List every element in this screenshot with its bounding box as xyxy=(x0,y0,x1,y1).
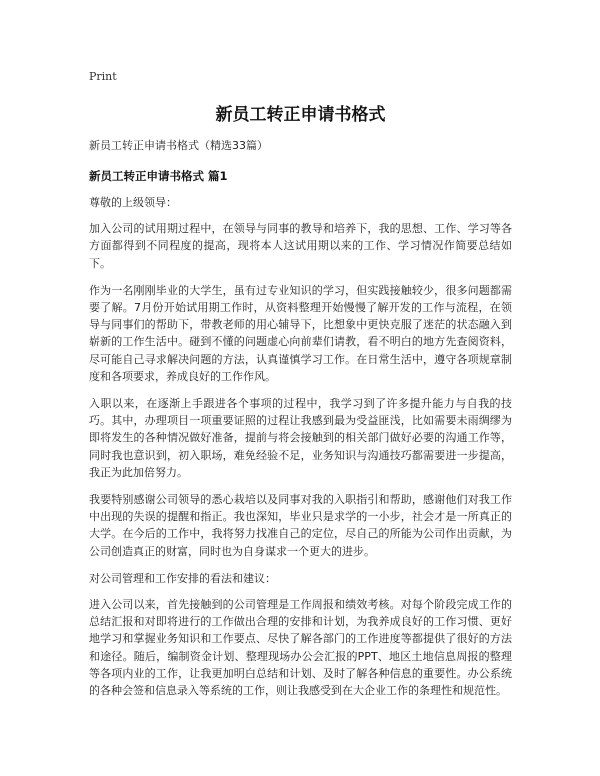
paragraph-4: 我要特别感谢公司领导的悉心栽培以及同事对我的入职指引和帮助，感谢他们对我工作中出现的失误的提醒和指正。我也深知，毕业只是求学的一小步，社会才是一所真正的大学。在今后的工作中，我将努力找准自己的定位，尽自己的所能为公司作出贡献，为公司创造真正的财富，同时也为自身谋求一个更大的进步。 xyxy=(89,493,512,558)
paragraph-6: 进入公司以来，首先接触到的公司管理是工作周报和绩效考核。对每个阶段完成工作的总结汇报和对即将进行的工作做出合理的安排和计划，为我养成良好的工作习惯、更好地学习和掌握业务知识和工作要点、尽快了解各部门的工作进度等都提供了很好的方法和途径。随后，编制资金计划、整理现场办公会汇报的PPT、地区土地信息周报的整理等各项内业的工作，让我更加明白总结和计划、及时了解各种信息的重要性。办公系统的各种会签和信息录入等系统的工作，则让我感受到在大企业工作的条理性和规范性。 xyxy=(89,598,512,698)
paragraph-1: 加入公司的试用期过程中，在领导与同事的教导和培养下，我的思想、工作、学习等各方面都得到不同程度的提高，现将本人这试用期以来的工作、学习情况作简要总结如下。 xyxy=(89,222,512,270)
section-heading: 新员工转正申请书格式 篇1 xyxy=(89,169,228,183)
paragraph-3: 入职以来，在逐渐上手跟进各个事项的过程中，我学习到了许多提升能力与自我的技巧。其中，办理项目一项重要证照的过程让我感到最为受益匪浅，比如需要未雨绸缪为即将发生的各种情况做好准备，提前与将会接触到的相关部门做好必要的沟通工作等，同时我也意识到，初入职场，难免经验不足，业务知识与沟通技巧都需要进一步提高，我正为此加倍努力。 xyxy=(89,397,512,479)
paragraph-2: 作为一名刚刚毕业的大学生，虽有过专业知识的学习，但实践接触较少，很多问题都需要了解。7月份开始试用期工作时，从资料整理开始慢慢了解开发的工作与流程，在领导与同事们的帮助下，带教老师的用心辅导下，比想象中更快克服了迷茫的状态融入到崭新的工作生活中。碰到不懂的问题虚心向前辈们请教，看不明白的地方先查阅资料，尽可能自己寻求解决问题的方法，认真谨慎学习工作。在日常生活中，遵守各项规章制度和各项要求，养成良好的工作作风。 xyxy=(89,283,512,383)
document-page xyxy=(89,70,512,709)
document-title: 新员工转正申请书格式 xyxy=(215,105,386,125)
document-subtitle: 新员工转正申请书格式（精选33篇） xyxy=(89,139,268,152)
print-link[interactable]: Print xyxy=(89,70,117,83)
greeting: 尊敬的上级领导： xyxy=(89,196,177,209)
paragraph-5: 对公司管理和工作安排的看法和建议： xyxy=(89,571,276,585)
